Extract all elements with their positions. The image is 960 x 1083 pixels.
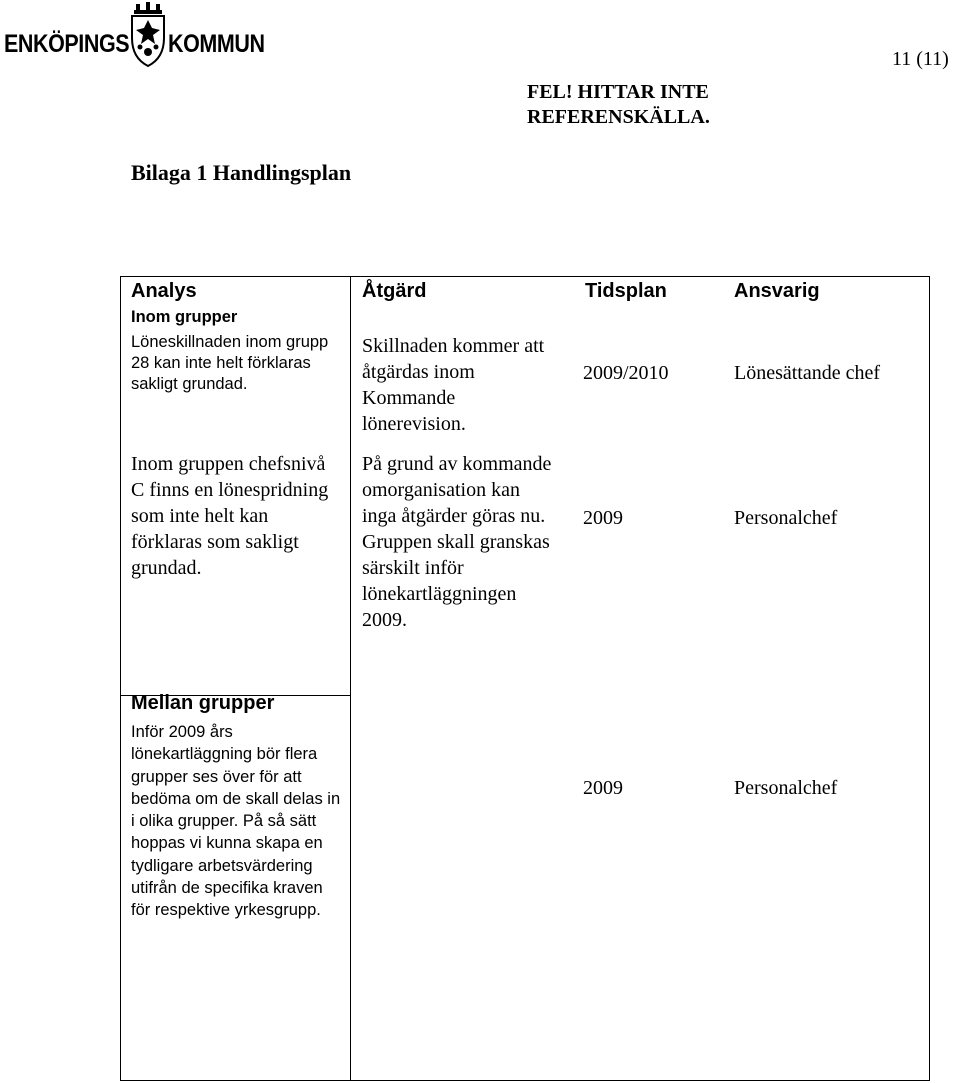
row2-tidsplan: 2009: [583, 507, 623, 529]
row1-tidsplan: 2009/2010: [583, 362, 669, 384]
section-heading-mellan-grupper: Mellan grupper: [131, 692, 275, 714]
row2-atgard: På grund av kommande omorganisation kan inga åtgärder göras nu. Gruppen skall granskas särskilt inför lönekartläggningen 2009.: [362, 453, 552, 631]
logo-text-right: KOMMUN: [168, 30, 265, 58]
logo-text-left: ENKÖPINGS: [4, 30, 130, 58]
row1-analys: Löneskillnaden inom grupp 28 kan inte helt förklaras sakligt grundad.: [131, 333, 329, 393]
column-header-ansvarig: Ansvarig: [734, 280, 820, 302]
row2-ansvarig: Personalchef: [734, 507, 838, 529]
column-header-analys: Analys: [131, 280, 197, 302]
row1-ansvarig: Lönesättande chef: [734, 362, 881, 384]
section-heading-inom-grupper: Inom grupper: [131, 308, 238, 326]
page-number: 11 (11): [892, 48, 949, 70]
row3-tidsplan: 2009: [583, 777, 623, 799]
row2-analys: Inom gruppen chefsnivå C finns en lönespridning som inte helt kan förklaras som sakligt grundad.: [131, 453, 329, 579]
document-title: Bilaga 1 Handlingsplan: [131, 160, 352, 185]
enkopings-kommun-logo: [4, 0, 276, 72]
action-plan-table: [120, 276, 930, 1081]
row3-analys: Inför 2009 års lönekartläggning bör flera grupper ses över för att bedöma om de skall delas in i olika grupper. På så sätt hoppas vi kunna skapa en tydligare arbetsvärdering utifrån de specifika kraven för respektive yrkesgrupp.: [131, 723, 341, 920]
column-header-atgard: Åtgärd: [362, 280, 427, 302]
row3-ansvarig: Personalchef: [734, 777, 838, 799]
row1-atgard: Skillnaden kommer att åtgärdas inom Kommande lönerevision.: [362, 335, 545, 435]
reference-error-text: FEL! HITTAR INTE REFERENSKÄLLA.: [527, 81, 710, 128]
column-header-tidsplan: Tidsplan: [585, 280, 667, 302]
column-divider: [350, 277, 351, 1080]
municipal-crest-icon: [126, 0, 170, 68]
